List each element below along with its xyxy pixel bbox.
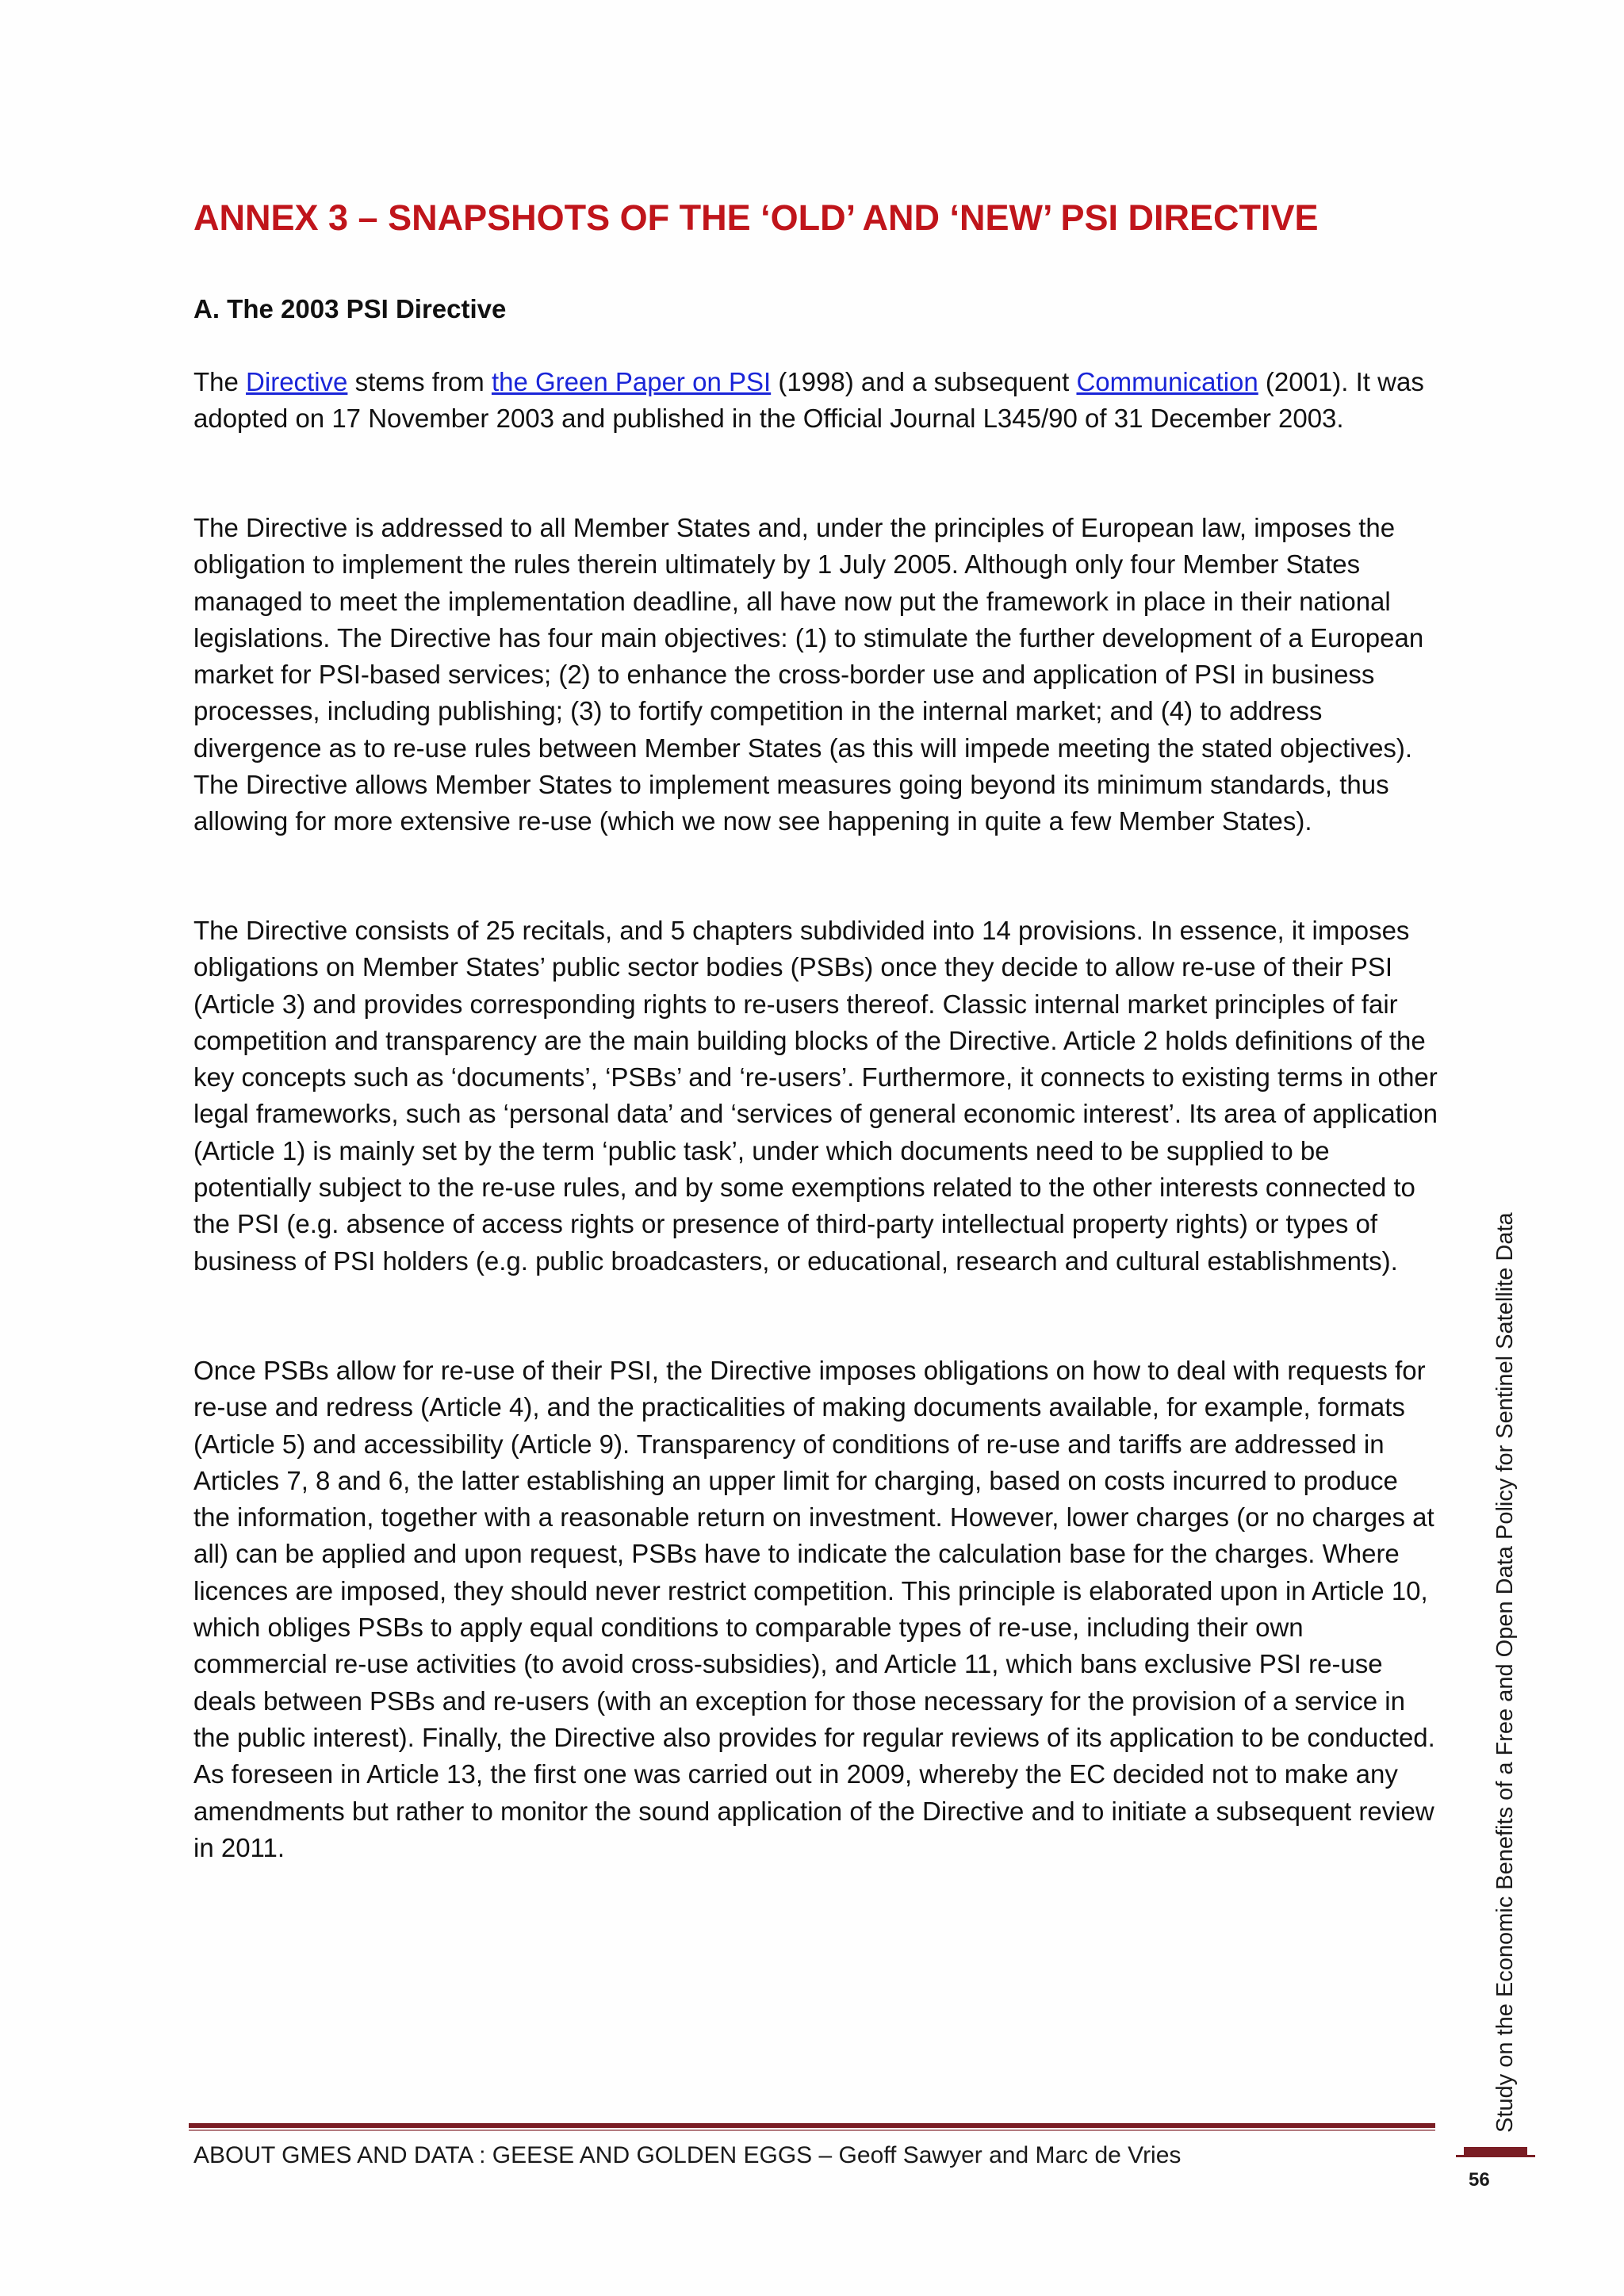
communication-link[interactable]: Communication (1076, 367, 1258, 396)
paragraph-1 (193, 364, 1438, 438)
paragraph-1-text-c: (1998) and a subsequent (771, 367, 1077, 396)
page-marker-bar (1464, 2147, 1527, 2155)
paragraph-2: The Directive is addressed to all Member States and, under the principles of European law, imposes the obligation to implement the rules therein ultimately by 1 July 2005. Although only four Member States managed to meet the implementation deadline, all have now put the framework in place in their national legislations. The Directive has four main objectives: (1) to stimulate the further development of a European market for PSI-based services; (2) to enhance the cross-border use and application of PSI in business processes, including publishing; (3) to fortify competition in the internal market; and (4) to address divergence as to re-use rules between Member States (as this will impede meeting the stated objectives). The Directive allows Member States to implement measures going beyond its minimum standards, thus allowing for more extensive re-use (which we now see happening in quite a few Member States). (193, 513, 1424, 836)
page-marker-line (1456, 2155, 1535, 2157)
annex-title: ANNEX 3 – SNAPSHOTS OF THE ‘OLD’ AND ‘NEW’ PSI DIRECTIVE (193, 197, 1319, 238)
paragraph-1-text-b: stems from (347, 367, 492, 396)
footer-rule (189, 2123, 1435, 2128)
paragraph-3: The Directive consists of 25 recitals, and 5 chapters subdivided into 14 provisions. In essence, it imposes obligations on Member States’ public sector bodies (PSBs) once they decide to allow re-use of their PSI (Article 3) and provides corresponding rights to re-users thereof. Classic internal market principles of fair competition and transparency are the main building blocks of the Directive. Article 2 holds definitions of the key concepts such as ‘documents’, ‘PSBs’ and ‘re-users’. Furthermore, it connects to existing terms in other legal frameworks, such as ‘personal data’ and ‘services of general economic interest’. Its area of application (Article 1) is mainly set by the term ‘public task’, under which documents need to be supplied to be potentially subject to the re-use rules, and by some exemptions related to the other interests connected to the PSI (e.g. absence of access rights or presence of third-party intellectual property rights) or types of business of PSI holders (e.g. public broadcasters, or educational, research and cultural establishments). (193, 916, 1438, 1276)
paragraph-1-text-d: (2001). It was adopted on 17 November 2003 and published in the Official Journal L345/90 of 31 December 2003. (193, 367, 1424, 434)
section-heading: A. The 2003 PSI Directive (193, 294, 507, 323)
page-number: 56 (1469, 2169, 1490, 2191)
footer-rule-secondary (189, 2130, 1435, 2131)
paragraph-1-text-a: The (193, 367, 247, 396)
directive-link[interactable]: Directive (246, 367, 348, 396)
page-content (193, 194, 1438, 1862)
paragraph-4: Once PSBs allow for re-use of their PSI, the Directive imposes obligations on how to deal with requests for re-use and redress (Article 4), and the practicalities of making documents available, for example, formats (Article 5) and accessibility (Article 9). Transparency of conditions of re-use and tariffs are addressed in Articles 7, 8 and 6, the latter establishing an upper limit for charging, based on costs incurred to produce the information, together with a reasonable return on investment. However, lower charges (or no charges at all) can be applied and upon request, PSBs have to indicate the calculation base for the charges. Where licences are imposed, they should never restrict competition. This principle is elaborated upon in Article 10, which obliges PSBs to apply equal conditions to comparable types of re-use, including their own commercial re-use activities (to avoid cross-subsidies), and Article 11, which bans exclusive PSI re-use deals between PSBs and re-users (with an exception for those necessary for the provision of a service in the public interest). Finally, the Directive also provides for regular reviews of its application to be conducted. As foreseen in Article 13, the first one was carried out in 2009, whereby the EC decided not to make any amendments but rather to monitor the sound application of the Directive and to initiate a subsequent review in 2011. (193, 1356, 1435, 1862)
footer-text: ABOUT GMES AND DATA : GEESE AND GOLDEN EGGS – Geoff Sawyer and Marc de Vries (193, 2142, 1182, 2168)
green-paper-link[interactable]: the Green Paper on PSI (491, 367, 772, 396)
side-title: Study on the Economic Benefits of a Free and Open Data Policy for Sentinel Satellite Data (1492, 1212, 1518, 2133)
